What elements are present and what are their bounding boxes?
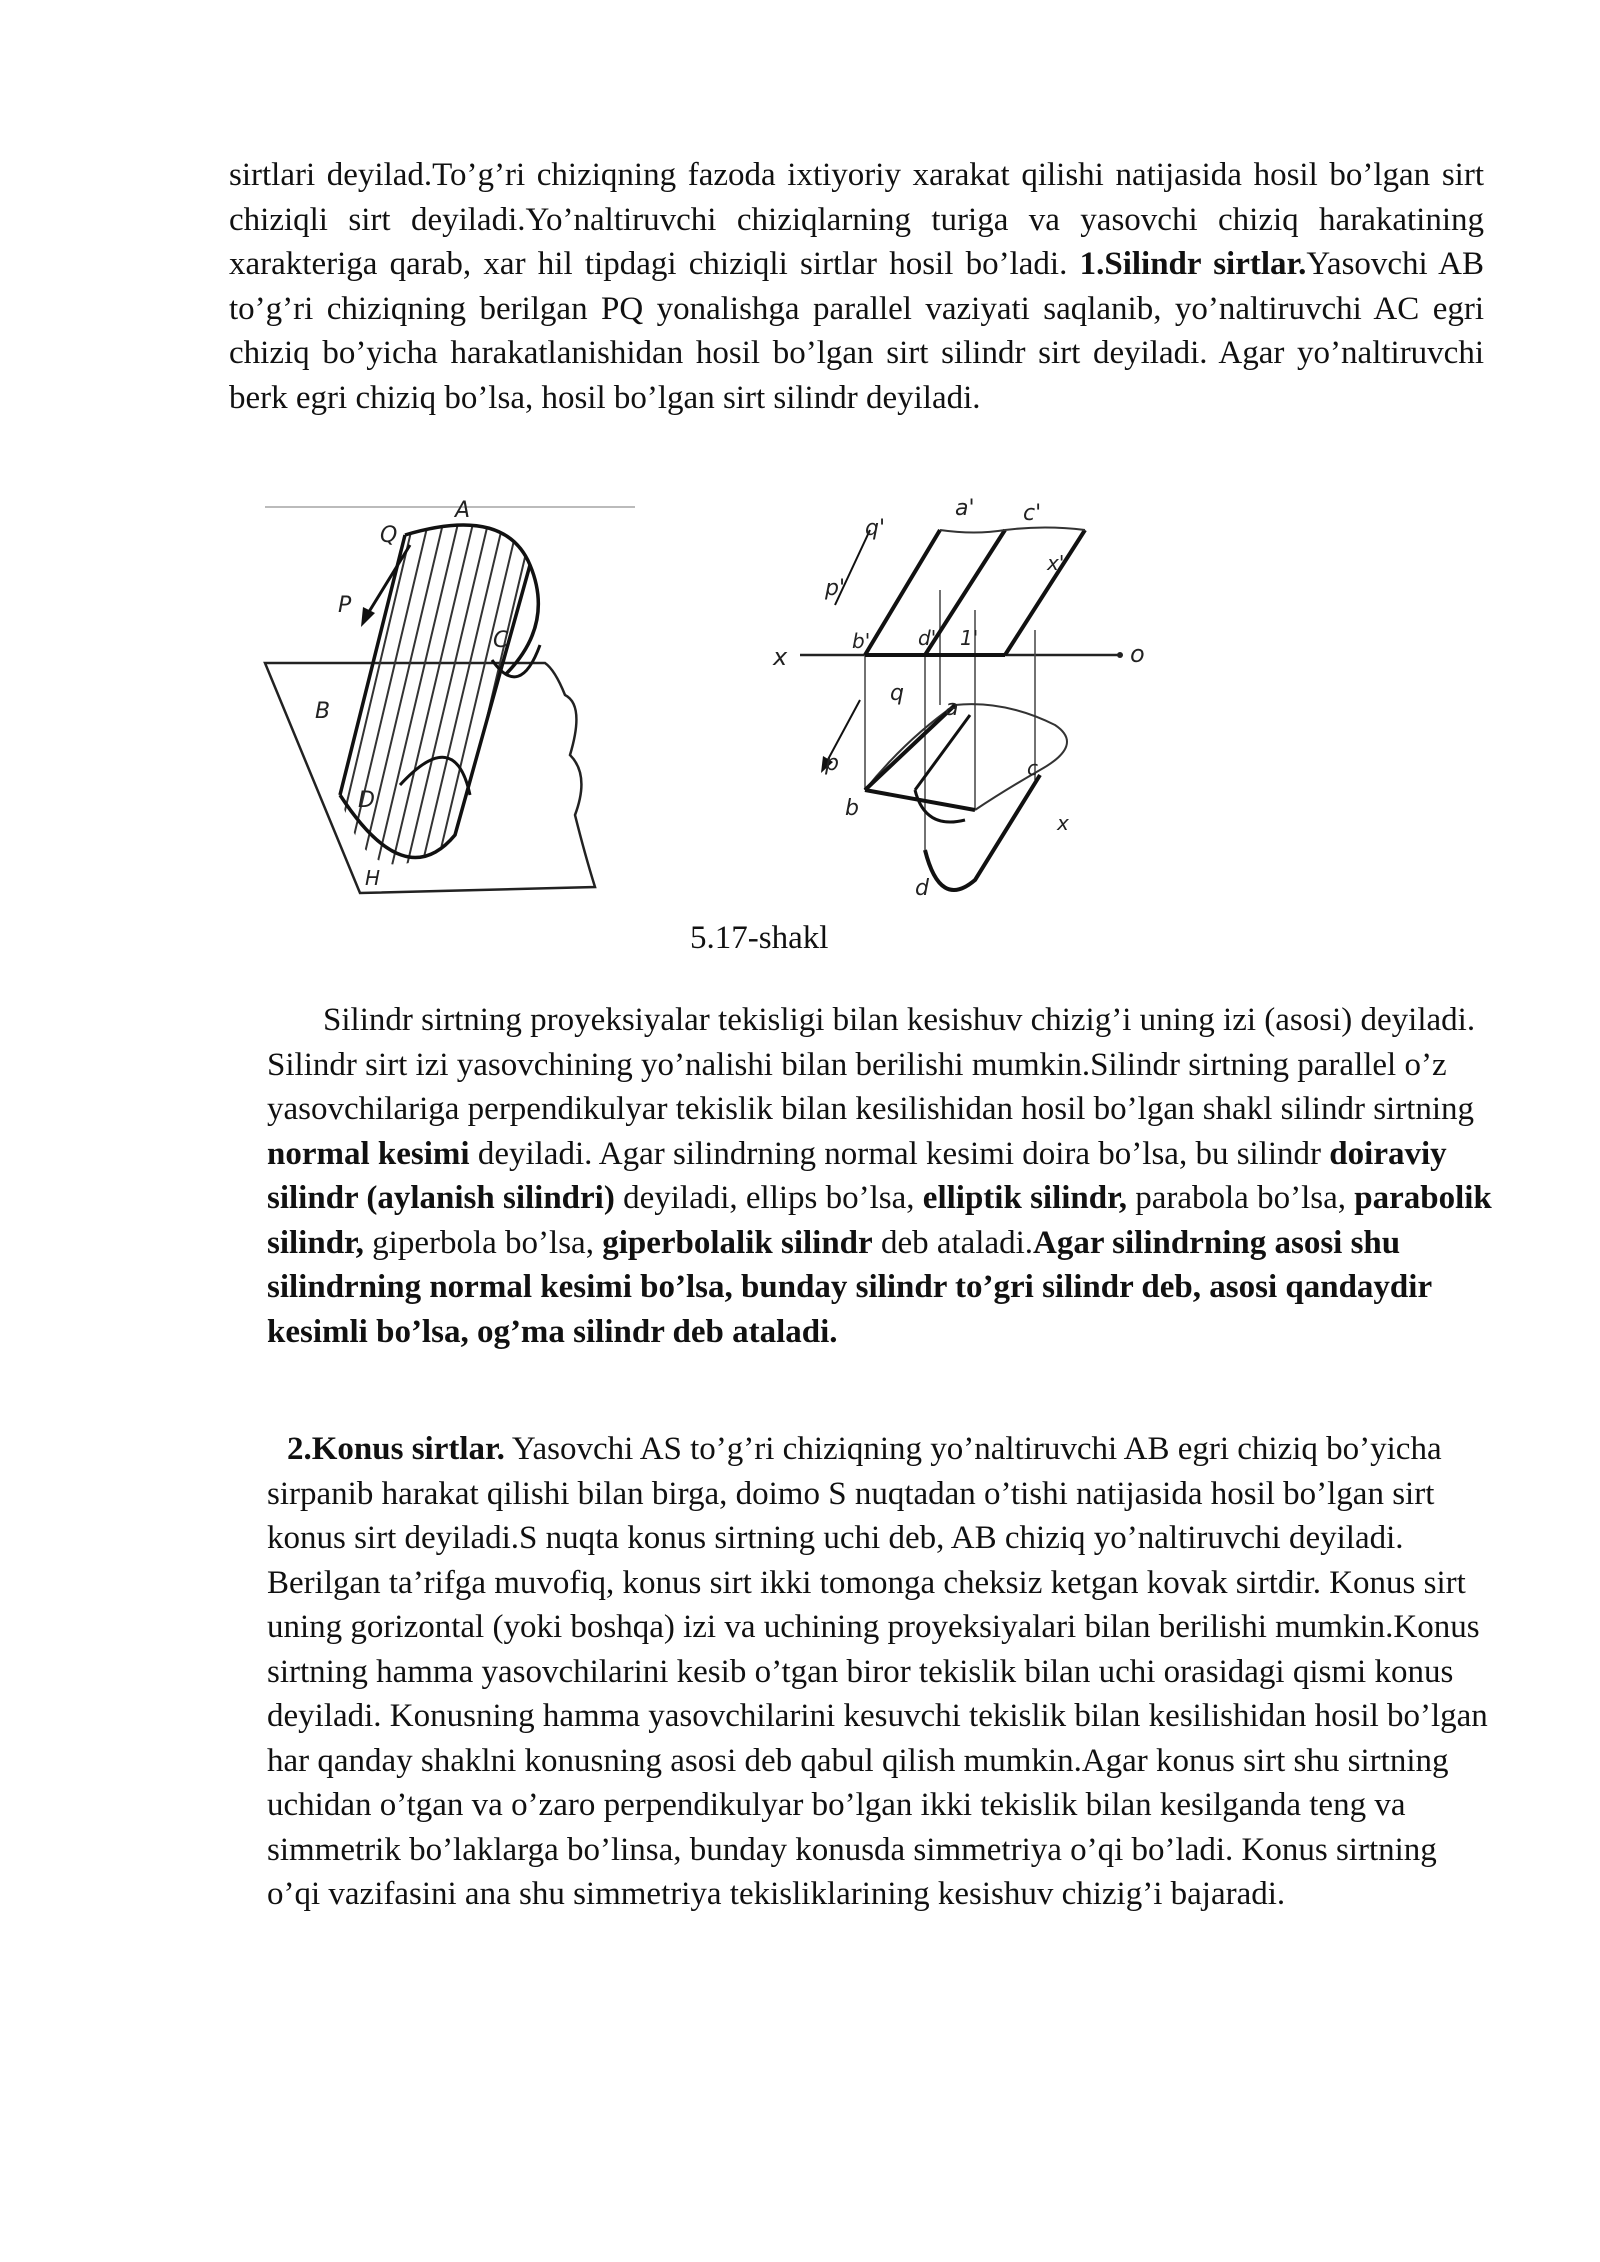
paragraph-cone-surfaces: [267, 1427, 1492, 1917]
label-C: C: [493, 628, 509, 653]
label-c: c: [1027, 756, 1038, 780]
heading-cylinder-surfaces: 1.Silindr sirtlar.: [1079, 246, 1307, 282]
label-b: b: [845, 796, 859, 821]
text: parabola bo’lsa,: [1126, 1180, 1355, 1216]
heading-cone-surfaces: 2.Konus sirtlar.: [287, 1431, 505, 1467]
paragraph-intro: [229, 153, 1484, 420]
label-p-prime: p': [825, 576, 846, 601]
text: giperbola bo’lsa,: [363, 1224, 603, 1261]
label-Q: Q: [380, 523, 398, 548]
bold-term: normal kesimi: [267, 1135, 470, 1172]
label-q-prime: q': [865, 516, 886, 541]
paragraph-cylinder-details: [267, 998, 1492, 1354]
label-x-prime: x': [1047, 551, 1065, 575]
label-b-prime: b': [852, 629, 871, 653]
bold-term: elliptik silindr,: [922, 1180, 1127, 1216]
label-d: d: [915, 876, 929, 901]
bold-term: giperbolalik silindr: [602, 1224, 873, 1261]
label-A: A: [455, 498, 471, 523]
label-B: B: [315, 699, 331, 724]
label-p: p: [825, 751, 839, 776]
label-P: P: [338, 593, 352, 618]
label-D: D: [358, 788, 375, 813]
label-1-prime: 1': [960, 626, 979, 650]
label-a: a: [945, 696, 959, 721]
bold-term: doiraviy silindr (aylanish silindri): [267, 1135, 1447, 1216]
bold-term: parabolik silindr,: [267, 1180, 1492, 1261]
figure-caption: 5.17-shakl: [690, 920, 829, 956]
cylinder-projection-figure-right: [765, 490, 1165, 910]
cylinder-figure-left: [255, 495, 675, 905]
intro-text-2: Yasovchi AB to’g’ri chiziqning berilgan PQ yonalishga parallel vaziyati saqlanib, yo’naltiruvchi AC egri chiziq bo’yicha harakatlanishidan hosil bo’lgan sirt silindr sirt deyiladi. Agar yo’naltiruvchi berk egri chiziq bo’lsa, hosil bo’lgan sirt silindr deyiladi.: [229, 246, 1484, 416]
intro-text: sirtlari deyilad.To’g’ri chiziqning fazoda ixtiyoriy xarakat qilishi natijasida hosil bo’lgan sirt chiziqli sirt deyiladi.Yo’naltiruvchi chiziqlarning turiga va yasovchi chiziq harakatining xarakteriga qarab, xar hil tipdagi chiziqli sirtlar hosil bo’ladi.: [229, 157, 1484, 282]
text: deyiladi. Agar silindrning normal kesimi doira bo’lsa, bu silindr: [469, 1135, 1330, 1172]
label-axis-o: o: [1130, 640, 1145, 668]
label-H: H: [365, 866, 381, 890]
text: Yasovchi AS to’g’ri chiziqning yo’naltiruvchi AB egri chiziq bo’yicha sirpanib harakat qilishi bilan birga, doimo S nuqtadan o’tishi natijasida hosil bo’lgan sirt konus sirt deyiladi.S nuqta konus sirtning uchi deb, AB chiziq yo’naltiruvchi deyiladi. Berilgan ta’rifga muvofiq, konus sirt ikki tomonga cheksiz ketgan kovak sirtdir. Konus sirt uning gorizontal (yoki boshqa) izi va uchining proyeksiyalari bilan berilishi mumkin.Konus sirtning hamma yasovchilarini kesib o’tgan biror tekislik bilan uchi orasidagi qismi konus deyiladi. Konusning hamma yasovchilarini kesuvchi tekislik bilan kesilishidan hosil bo’lgan har qanday shaklni konusning asosi deb qabul qilish mumkin.Agar konus sirt shu sirtning uchidan o’tgan va o’zaro perpendikulyar bo’lgan ikki tekislik bilan kesilganda teng va simmetrik bo’laklarga bo’linsa, bunday konusda simmetriya o’qi bo’ladi. Konus sirtning o’qi vazifasini ana shu simmetriya tekisliklarining kesishuv chizig’i bajaradi.: [267, 1431, 1488, 1912]
label-x: x: [1057, 811, 1069, 835]
bold-definition: Agar silindrning asosi shu silindrning normal kesimi bo’lsa, bunday silindr to’gri silindr deb, asosi qandaydir kesimli bo’lsa, og’ma silindr deb ataladi.: [267, 1224, 1432, 1350]
text: deb ataladi.: [872, 1224, 1034, 1261]
text: Silindr sirtning proyeksiyalar tekisligi bilan kesishuv chizig’i uning izi (asosi) deyiladi. Silindr sirt izi yasovchining yo’nalishi bilan berilishi mumkin.Silindr sirtning parallel o’z yasovchilariga perpendikulyar tekislik bilan kesilishidan hosil bo’lgan shakl silindr sirtning: [267, 1002, 1476, 1127]
label-axis-x: x: [773, 643, 788, 671]
text: deyiladi, ellips bo’lsa,: [614, 1180, 923, 1216]
label-a-prime: a': [955, 496, 975, 521]
label-c-prime: c': [1023, 501, 1042, 526]
label-q: q: [890, 681, 904, 706]
label-d-prime: d': [918, 626, 937, 650]
